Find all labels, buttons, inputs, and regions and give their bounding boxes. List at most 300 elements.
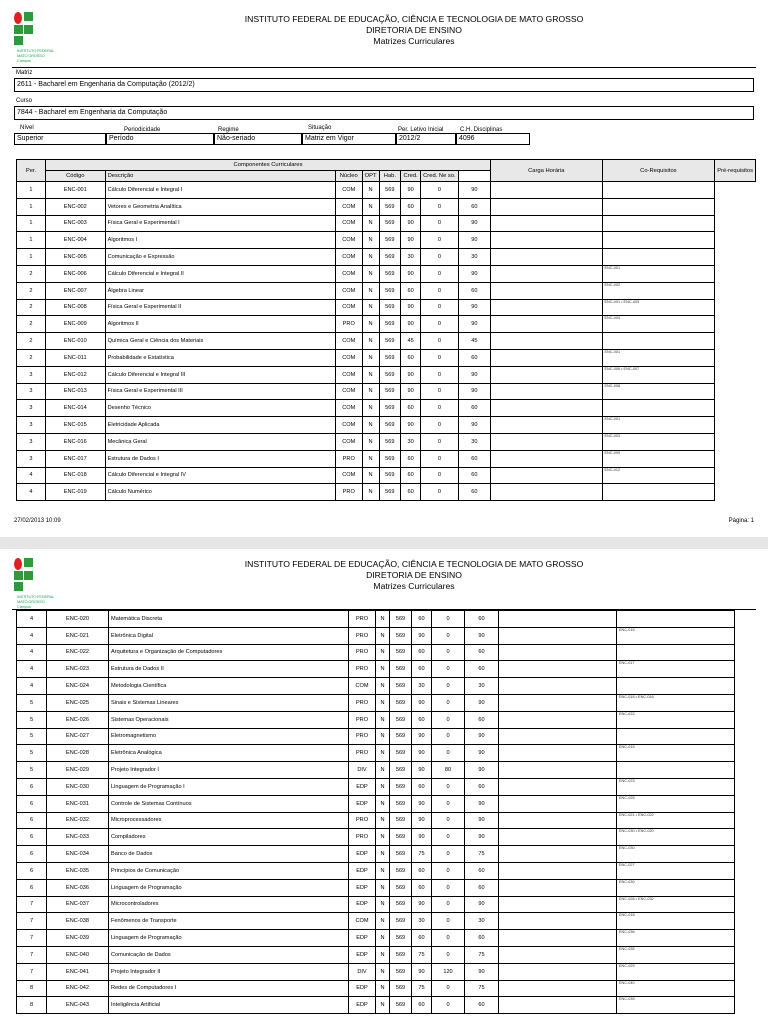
description-cell: Cálculo Diferencial e Integral III: [105, 366, 335, 383]
nivel-label: Nível: [20, 125, 34, 131]
document-page-2: [12, 556, 756, 1024]
cred-neso-cell: 80: [432, 762, 465, 779]
opt-cell: N: [362, 349, 379, 366]
period-cell: 2: [17, 349, 46, 366]
period-cell: 4: [17, 611, 47, 628]
code-cell: ENC-009: [45, 316, 105, 333]
cred-cell: 45: [401, 333, 421, 350]
code-cell: ENC-015: [45, 417, 105, 434]
carga-cell: 90: [465, 745, 499, 762]
cred-cell: 60: [401, 467, 421, 484]
description-cell: Química Geral e Ciência dos Materiais: [105, 333, 335, 350]
hab-cell: 569: [379, 484, 401, 501]
hab-cell: 569: [390, 778, 412, 795]
code-cell: ENC-034: [47, 846, 109, 863]
prerequisito-cell: ENC-039: [617, 997, 735, 1014]
cred-cell: 90: [412, 829, 432, 846]
table-row: [17, 661, 735, 678]
cred-neso-cell: 0: [432, 946, 465, 963]
corequisito-cell: [491, 249, 602, 266]
nucleo-cell: COM: [335, 215, 362, 232]
code-cell: ENC-001: [45, 182, 105, 199]
prerequisito-cell: [617, 611, 735, 628]
carga-cell: 90: [465, 963, 499, 980]
nucleo-cell: PRO: [349, 661, 376, 678]
corequisito-cell: [499, 778, 617, 795]
cred-cell: 90: [401, 299, 421, 316]
period-cell: 4: [17, 661, 47, 678]
cred-cell: 75: [412, 946, 432, 963]
table-row: [17, 997, 735, 1014]
corequisito-cell: [499, 963, 617, 980]
cred-header: Cred.: [401, 171, 421, 182]
prerequisito-cell: ENC-040: [617, 980, 735, 997]
description-cell: Comunicação e Expressão: [105, 249, 335, 266]
period-cell: 5: [17, 762, 47, 779]
table-row: [17, 930, 735, 947]
description-cell: Compiladores: [109, 829, 349, 846]
table-row: [17, 946, 735, 963]
document-page-1: [12, 10, 756, 530]
code-cell: ENC-010: [45, 333, 105, 350]
page-separator: [0, 537, 768, 549]
opt-cell: N: [362, 232, 379, 249]
opt-cell: N: [376, 728, 390, 745]
period-cell: 7: [17, 896, 47, 913]
opt-cell: N: [376, 913, 390, 930]
opt-header: OPT: [362, 171, 379, 182]
description-cell: Álgebra Linear: [105, 282, 335, 299]
description-cell: Desenho Técnico: [105, 400, 335, 417]
period-cell: 5: [17, 745, 47, 762]
hab-cell: 569: [379, 265, 401, 282]
code-cell: ENC-004: [45, 232, 105, 249]
code-cell: ENC-005: [45, 249, 105, 266]
carga-cell: 60: [458, 484, 490, 501]
nucleo-cell: PRO: [335, 450, 362, 467]
period-cell: 1: [17, 232, 46, 249]
carga-cell: 90: [458, 265, 490, 282]
hab-cell: 569: [390, 795, 412, 812]
cred-cell: 90: [412, 963, 432, 980]
hab-cell: 569: [390, 745, 412, 762]
curriculum-table-page-2: [16, 610, 735, 1014]
table-row: [17, 762, 735, 779]
opt-cell: N: [362, 265, 379, 282]
cred-neso-cell: 120: [432, 963, 465, 980]
nucleo-cell: COM: [335, 249, 362, 266]
corequisito-cell: [499, 946, 617, 963]
table-row: [17, 913, 735, 930]
institution-name: INSTITUTO FEDERAL DE EDUCAÇÃO, CIÊNCIA E TECNOLOGIA DE MATO GROSSO: [244, 14, 584, 24]
carga-cell: 90: [465, 795, 499, 812]
opt-cell: N: [376, 963, 390, 980]
prerequisito-cell: [602, 249, 715, 266]
cred-neso-cell: 0: [421, 316, 459, 333]
cred-cell: 60: [401, 450, 421, 467]
period-cell: 2: [17, 316, 46, 333]
descricao-header: Descrição: [105, 171, 335, 182]
cred-cell: 90: [401, 366, 421, 383]
table-row: [17, 182, 756, 199]
hab-cell: 569: [379, 249, 401, 266]
carga-header: Carga Horária: [491, 160, 602, 182]
cred-neso-cell: 0: [432, 896, 465, 913]
nucleo-cell: COM: [335, 282, 362, 299]
carga-cell: 90: [458, 182, 490, 199]
period-cell: 4: [17, 467, 46, 484]
period-cell: 1: [17, 249, 46, 266]
hab-cell: 569: [390, 728, 412, 745]
corequisito-cell: [491, 417, 602, 434]
description-cell: Princípios de Comunicação: [109, 862, 349, 879]
cred-neso-cell: 0: [421, 198, 459, 215]
period-cell: 5: [17, 728, 47, 745]
table-row: [17, 484, 756, 501]
curso-label: Curso: [16, 98, 33, 104]
opt-cell: N: [362, 282, 379, 299]
table-row: [17, 644, 735, 661]
opt-cell: N: [376, 778, 390, 795]
code-cell: ENC-020: [47, 611, 109, 628]
opt-cell: N: [362, 450, 379, 467]
period-cell: 7: [17, 946, 47, 963]
code-cell: ENC-043: [47, 997, 109, 1014]
corequisito-cell: [491, 198, 602, 215]
corequisito-cell: [491, 450, 602, 467]
table-row: [17, 316, 756, 333]
code-cell: ENC-019: [45, 484, 105, 501]
period-cell: 6: [17, 829, 47, 846]
cred-neso-cell: 0: [421, 249, 459, 266]
cred-neso-cell: 0: [432, 627, 465, 644]
prerequisito-cell: ENC-018 • ENC-016: [617, 694, 735, 711]
cred-neso-cell: 0: [421, 182, 459, 199]
hab-cell: 569: [390, 644, 412, 661]
per-letivo-value: 2012/2: [396, 133, 456, 145]
carga-cell: 45: [458, 333, 490, 350]
prerequisito-cell: ENC-018: [617, 913, 735, 930]
opt-cell: N: [362, 417, 379, 434]
hab-cell: 569: [379, 299, 401, 316]
nucleo-cell: COM: [335, 333, 362, 350]
cred-cell: 60: [412, 778, 432, 795]
code-cell: ENC-025: [47, 694, 109, 711]
cred-cell: 90: [412, 627, 432, 644]
cred-cell: 60: [412, 644, 432, 661]
description-cell: Estrutura de Dados II: [109, 661, 349, 678]
period-cell: 6: [17, 879, 47, 896]
cred-neso-cell: 0: [432, 795, 465, 812]
code-cell: ENC-024: [47, 678, 109, 695]
cred-cell: 60: [412, 879, 432, 896]
carga-cell: 30: [465, 678, 499, 695]
prerequisito-cell: ENC-030 • ENC-020: [617, 829, 735, 846]
nucleo-cell: COM: [335, 198, 362, 215]
table-row: [17, 778, 735, 795]
opt-cell: N: [362, 484, 379, 501]
description-cell: Sinais e Sistemas Lineares: [109, 694, 349, 711]
carga-cell: 60: [465, 997, 499, 1014]
hab-cell: 569: [390, 611, 412, 628]
description-cell: Estrutura de Dados I: [105, 450, 335, 467]
table-row: [17, 963, 735, 980]
description-cell: Fenômenos de Transporte: [109, 913, 349, 930]
period-cell: 6: [17, 846, 47, 863]
cred-neso-cell: 0: [432, 728, 465, 745]
code-cell: ENC-027: [47, 728, 109, 745]
prerequisito-cell: [602, 400, 715, 417]
regime-value: Não-seriado: [214, 133, 302, 145]
period-cell: 5: [17, 711, 47, 728]
code-cell: ENC-042: [47, 980, 109, 997]
cred-cell: 90: [412, 762, 432, 779]
hab-cell: 569: [390, 862, 412, 879]
carga-cell: 90: [458, 299, 490, 316]
hab-cell: 569: [379, 433, 401, 450]
code-cell: ENC-023: [47, 661, 109, 678]
hab-cell: 569: [390, 963, 412, 980]
description-cell: Mecânica Geral: [105, 433, 335, 450]
prerequisito-cell: ENC-036: [617, 930, 735, 947]
prerequisito-cell: [617, 728, 735, 745]
code-cell: ENC-022: [47, 644, 109, 661]
nucleo-cell: COM: [335, 232, 362, 249]
opt-cell: N: [376, 997, 390, 1014]
opt-cell: N: [362, 215, 379, 232]
period-cell: 7: [17, 913, 47, 930]
table-row: [17, 711, 735, 728]
carga-cell: 75: [465, 946, 499, 963]
carga-cell: 60: [465, 879, 499, 896]
cred-neso-cell: 0: [421, 467, 459, 484]
situacao-value: Matriz em Vigor: [302, 133, 396, 145]
nucleo-cell: EDP: [349, 946, 376, 963]
report-header: [12, 14, 756, 47]
description-cell: Linguagem de Programação: [109, 930, 349, 947]
cred-neso-cell: 0: [421, 417, 459, 434]
nucleo-cell: EDP: [349, 846, 376, 863]
cred-neso-cell: 0: [421, 232, 459, 249]
opt-cell: N: [376, 661, 390, 678]
cred-cell: 60: [401, 349, 421, 366]
carga-cell: 90: [458, 215, 490, 232]
code-cell: ENC-039: [47, 930, 109, 947]
corequisitos-header: Co-Requisitos: [602, 160, 715, 182]
prerequisito-cell: ENC-028 • ENC-032: [617, 896, 735, 913]
cred-neso-cell: 0: [421, 383, 459, 400]
corequisito-cell: [499, 930, 617, 947]
corequisito-cell: [491, 484, 602, 501]
corequisito-cell: [499, 745, 617, 762]
carga-cell: 90: [458, 417, 490, 434]
prerequisitos-header: Pré-requisitos: [715, 160, 756, 182]
hab-cell: 569: [379, 198, 401, 215]
opt-cell: N: [362, 182, 379, 199]
table-row: [17, 282, 756, 299]
code-cell: ENC-013: [45, 383, 105, 400]
matriz-label: Matriz: [16, 70, 33, 76]
table-row: [17, 611, 735, 628]
period-cell: 2: [17, 333, 46, 350]
period-cell: 4: [17, 627, 47, 644]
period-cell: 6: [17, 862, 47, 879]
corequisito-cell: [491, 316, 602, 333]
corequisito-cell: [499, 879, 617, 896]
cred-cell: 30: [401, 249, 421, 266]
code-cell: ENC-030: [47, 778, 109, 795]
code-cell: ENC-040: [47, 946, 109, 963]
corequisito-cell: [499, 846, 617, 863]
period-cell: 3: [17, 417, 46, 434]
prerequisito-cell: [602, 333, 715, 350]
corequisito-cell: [491, 383, 602, 400]
corequisito-cell: [491, 467, 602, 484]
periodicidade-value: Período: [106, 133, 214, 145]
carga-cell: 90: [465, 694, 499, 711]
corequisito-cell: [499, 812, 617, 829]
description-cell: Física Geral e Experimental II: [105, 299, 335, 316]
report-title: Matrizes Curriculares: [373, 36, 455, 46]
carga-cell: 90: [458, 232, 490, 249]
table-row: [17, 879, 735, 896]
prerequisito-cell: ENC-002: [602, 282, 715, 299]
opt-cell: N: [362, 433, 379, 450]
code-cell: ENC-016: [45, 433, 105, 450]
cred-cell: 90: [412, 694, 432, 711]
cred-neso-cell: 0: [432, 879, 465, 896]
codigo-header: Código: [45, 171, 105, 182]
prerequisito-cell: ENC-015: [617, 745, 735, 762]
carga-cell: 90: [465, 812, 499, 829]
period-cell: 6: [17, 795, 47, 812]
hab-cell: 569: [390, 980, 412, 997]
table-row: [17, 812, 735, 829]
prerequisito-cell: ENC-035: [617, 946, 735, 963]
matriz-value: 2611 - Bacharel em Engenharia da Computação (2012/2): [14, 78, 754, 92]
description-cell: Metodologia Científica: [109, 678, 349, 695]
per-header: Per.: [17, 160, 46, 182]
prerequisito-cell: ENC-004: [602, 316, 715, 333]
table-row: [17, 627, 735, 644]
prerequisito-cell: ENC-003: [602, 433, 715, 450]
corequisito-cell: [499, 762, 617, 779]
corequisito-cell: [491, 366, 602, 383]
period-cell: 8: [17, 980, 47, 997]
code-cell: ENC-018: [45, 467, 105, 484]
corequisito-cell: [499, 913, 617, 930]
description-cell: Física Geral e Experimental III: [105, 383, 335, 400]
prerequisito-cell: ENC-001 • ENC-003: [602, 299, 715, 316]
corequisito-cell: [499, 795, 617, 812]
cred-cell: 90: [401, 215, 421, 232]
nucleo-cell: EDP: [349, 778, 376, 795]
carga-cell: 60: [465, 711, 499, 728]
carga-cell: 90: [465, 627, 499, 644]
opt-cell: N: [376, 678, 390, 695]
hab-cell: 569: [390, 694, 412, 711]
carga-cell: 75: [465, 980, 499, 997]
description-cell: Linguagem de Programação I: [109, 778, 349, 795]
period-cell: 1: [17, 182, 46, 199]
carga-cell: 30: [458, 433, 490, 450]
nucleo-cell: COM: [335, 433, 362, 450]
opt-cell: N: [376, 611, 390, 628]
prerequisito-cell: [602, 215, 715, 232]
description-cell: Eletrônica Digital: [109, 627, 349, 644]
nucleo-cell: PRO: [349, 611, 376, 628]
opt-cell: N: [376, 711, 390, 728]
opt-cell: N: [376, 879, 390, 896]
cred-cell: 60: [412, 661, 432, 678]
nucleo-cell: EDP: [349, 879, 376, 896]
table-row: [17, 366, 756, 383]
carga-cell: 90: [465, 829, 499, 846]
corequisito-cell: [499, 862, 617, 879]
cred-cell: 60: [401, 484, 421, 501]
carga-cell: 60: [458, 349, 490, 366]
cred-neso-cell: 0: [432, 745, 465, 762]
hab-cell: 569: [390, 711, 412, 728]
carga-cell: 60: [465, 611, 499, 628]
cred-neso-cell: 0: [432, 678, 465, 695]
corequisito-cell: [491, 349, 602, 366]
code-cell: ENC-033: [47, 829, 109, 846]
hab-cell: 569: [390, 879, 412, 896]
carga-cell: 30: [458, 249, 490, 266]
cred-neso-cell: 0: [432, 778, 465, 795]
cred-cell: 90: [412, 812, 432, 829]
description-cell: Linguagem de Programação: [109, 879, 349, 896]
prerequisito-cell: ENC-012: [602, 467, 715, 484]
cred-neso-cell: 0: [432, 711, 465, 728]
period-cell: 6: [17, 778, 47, 795]
hab-cell: 569: [379, 232, 401, 249]
opt-cell: N: [376, 946, 390, 963]
period-cell: 5: [17, 694, 47, 711]
code-cell: ENC-029: [47, 762, 109, 779]
componentes-header: Componentes Curriculares: [45, 160, 490, 171]
carga-cell: 90: [458, 316, 490, 333]
prerequisito-cell: [617, 644, 735, 661]
code-cell: ENC-037: [47, 896, 109, 913]
period-cell: 4: [17, 678, 47, 695]
code-cell: ENC-038: [47, 913, 109, 930]
carga-cell: 90: [465, 762, 499, 779]
cred-neso-cell: 0: [432, 829, 465, 846]
opt-cell: N: [362, 198, 379, 215]
prerequisito-cell: [602, 182, 715, 199]
carga-cell: 90: [458, 383, 490, 400]
prerequisito-cell: ENC-001: [602, 417, 715, 434]
cred-cell: 90: [401, 316, 421, 333]
carga-cell: 60: [465, 862, 499, 879]
corequisito-cell: [491, 182, 602, 199]
nucleo-cell: PRO: [349, 829, 376, 846]
corequisito-cell: [491, 265, 602, 282]
table-row: [17, 678, 735, 695]
cred-cell: 90: [412, 795, 432, 812]
hab-cell: 569: [379, 366, 401, 383]
situacao-label: Situação: [308, 125, 332, 131]
corequisito-cell: [499, 661, 617, 678]
hab-cell: 569: [390, 627, 412, 644]
prerequisito-cell: ENC-009: [602, 450, 715, 467]
hab-cell: 569: [379, 450, 401, 467]
description-cell: Física Geral e Experimental I: [105, 215, 335, 232]
cred-neso-cell: 0: [421, 265, 459, 282]
prerequisito-cell: [602, 198, 715, 215]
